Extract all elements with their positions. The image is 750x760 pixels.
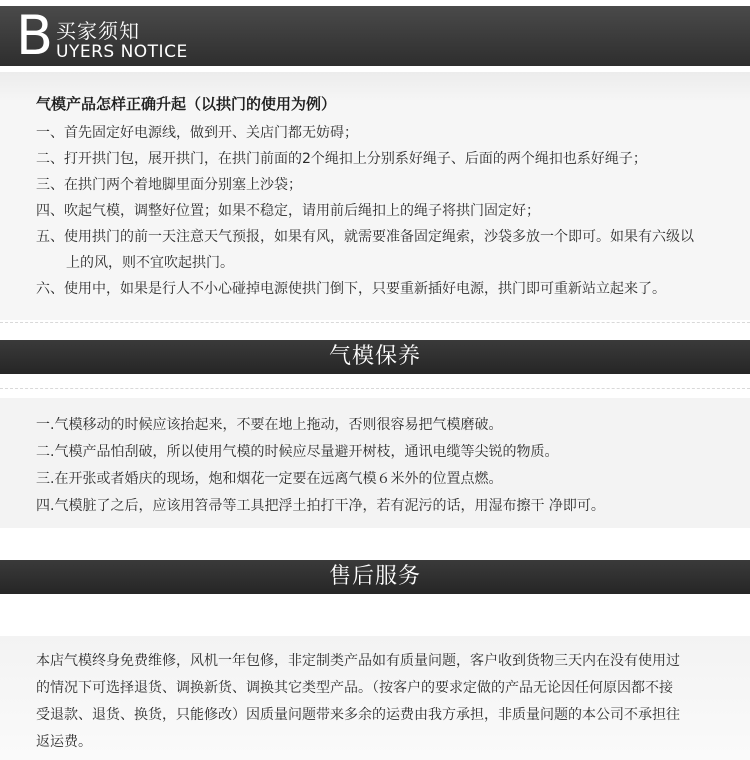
- after-sales-title: 售后服务: [328, 564, 421, 589]
- notice-item-5: 五、使用拱门的前一天注意天气预报，如果有风，就需要准备固定绳索，沙袋多放一个即可。如果有六级以: [36, 229, 694, 245]
- notice-heading: 气模产品怎样正确升起（以拱门的使用为例）: [36, 95, 337, 113]
- maintenance-title-bar: [0, 340, 750, 374]
- notice-item-6: 六、使用中，如果是行人不小心碰掉电源使拱门倒下，只要重新插好电源，拱门即可重新站立起来了。: [36, 281, 666, 297]
- header-big-letter: B: [16, 4, 54, 67]
- buyers-notice-header: [0, 6, 750, 66]
- divider-line: [0, 388, 750, 389]
- notice-item-2: 二、打开拱门包，展开拱门，在拱门前面的2个绳扣上分别系好绳子、后面的两个绳扣也系好绳子；: [36, 151, 647, 167]
- after-sales-line-1: 本店气模终身免费维修，风机一年包修，非定制类产品如有质量问题，客户收到货物三天内在没有使用过: [36, 653, 680, 669]
- maintenance-list: [36, 412, 750, 520]
- notice-item-3: 三、在拱门两个着地脚里面分别塞上沙袋；: [36, 177, 302, 193]
- notice-item-5-continued: 上的风，则不宜吹起拱门。: [66, 255, 234, 271]
- header-en-title: UYERS NOTICE: [56, 42, 188, 62]
- after-sales-text: [36, 648, 746, 756]
- maintenance-title: 气模保养: [328, 344, 421, 369]
- after-sales-line-3: 受退款、退货、换货，只能修改）因质量问题带来多余的运费由我方承担，非质量问题的本公司不承担往: [36, 707, 680, 723]
- notice-item-1: 一、首先固定好电源线，做到开、关店门都无妨碍；: [36, 125, 358, 141]
- after-sales-title-bar: [0, 560, 750, 594]
- after-sales-line-2: 的情况下可选择退货、调换新货、调换其它类型产品。（按客户的要求定做的产品无论因任何原因都不接: [36, 680, 673, 696]
- notice-item-4: 四、吹起气模，调整好位置；如果不稳定，请用前后绳扣上的绳子将拱门固定好；: [36, 203, 540, 219]
- maintenance-item-2: 二.气模产品怕刮破，所以使用气模的时候应尽量避开树枝，通讯电缆等尖锐的物质。: [36, 444, 559, 460]
- header-cn-title: 买家须知: [56, 19, 140, 43]
- maintenance-item-3: 三.在开张或者婚庆的现场，炮和烟花一定要在远离气模６米外的位置点燃。: [36, 471, 503, 487]
- divider-line: [0, 322, 750, 323]
- after-sales-line-4: 返运费。: [36, 734, 92, 750]
- maintenance-item-1: 一.气模移动的时候应该抬起来，不要在地上拖动，否则很容易把气模磨破。: [36, 417, 503, 433]
- notice-list: [36, 120, 750, 302]
- maintenance-item-4: 四.气模脏了之后，应该用笤帚等工具把浮土拍打干净，若有泥污的话，用湿布擦干 净即可。: [36, 498, 605, 514]
